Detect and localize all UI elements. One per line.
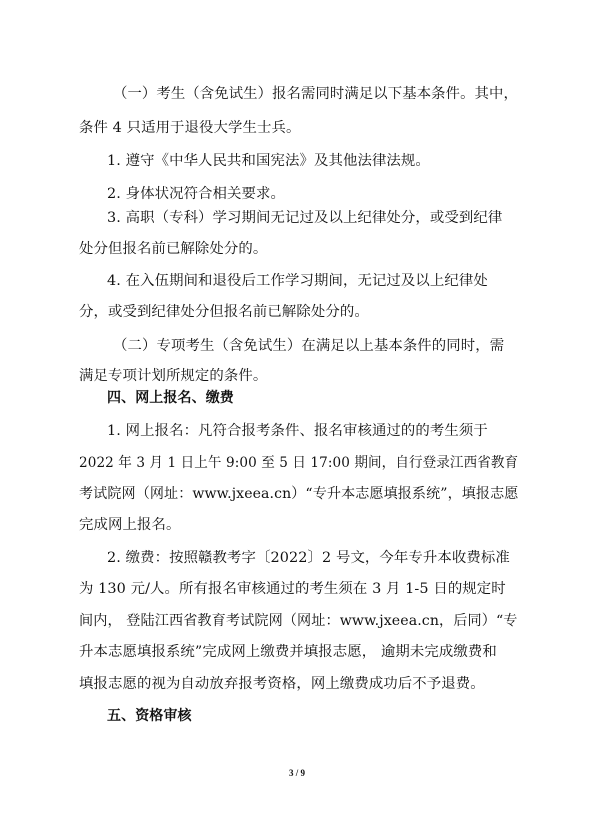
paragraph-line: 考试院网（网址：www.jxeea.cn）“专升本志愿填报系统”，填报志愿 bbox=[79, 486, 519, 502]
paragraph-line: 填报志愿的视为自动放弃报考资格，网上缴费成功后不予退费。 bbox=[79, 676, 485, 692]
paragraph-line: 条件 4 只适用于退役大学生士兵。 bbox=[79, 120, 301, 136]
paragraph-line: 2. 缴费：按照赣教考字〔2022〕2 号文，今年专升本收费标准 bbox=[107, 550, 510, 566]
paragraph-line: 4. 在入伍期间和退役后工作学习期间，无记过及以上纪律处 bbox=[107, 273, 488, 289]
paragraph-line: 处分但报名前已解除处分的。 bbox=[79, 241, 268, 257]
paragraph-line: 3. 高职（专科）学习期间无记过及以上纪律处分，或受到纪律 bbox=[107, 210, 503, 226]
paragraph-line: （二）专项考生（含免试生）在满足以上基本条件的同时，需 bbox=[113, 338, 505, 354]
paragraph-line: 完成网上报名。 bbox=[79, 517, 181, 533]
paragraph-line: 升本志愿填报系统”完成网上缴费并填报志愿， 逾期未完成缴费和 bbox=[79, 644, 497, 660]
paragraph-line: 为 130 元/人。所有报名审核通过的考生须在 3 月 1-5 日的规定时 bbox=[79, 581, 506, 597]
paragraph-line: 2022 年 3 月 1 日上午 9:00 至 5 日 17:00 期间，自行登录江西省教育 bbox=[79, 455, 519, 471]
section-heading: 四、网上报名、缴费 bbox=[107, 390, 234, 406]
paragraph-line: （一）考生（含免试生）报名需同时满足以下基本条件。其中， bbox=[113, 86, 518, 102]
page-number: 3 / 9 bbox=[288, 768, 305, 778]
paragraph-line: 2. 身体状况符合相关要求。 bbox=[107, 186, 286, 202]
paragraph-line: 满足专项计划所规定的条件。 bbox=[79, 368, 268, 384]
section-heading: 五、资格审核 bbox=[107, 708, 192, 724]
paragraph-line: 1. 遵守《中华人民共和国宪法》及其他法律法规。 bbox=[107, 153, 430, 169]
paragraph-line: 间内， 登陆江西省教育考试院网（网址：www.jxeea.cn，后同）“专 bbox=[79, 613, 518, 629]
paragraph-line: 分，或受到纪律处分但报名前已解除处分的。 bbox=[79, 304, 369, 320]
paragraph-line: 1. 网上报名：凡符合报考条件、报名审核通过的的考生须于 bbox=[107, 423, 488, 439]
